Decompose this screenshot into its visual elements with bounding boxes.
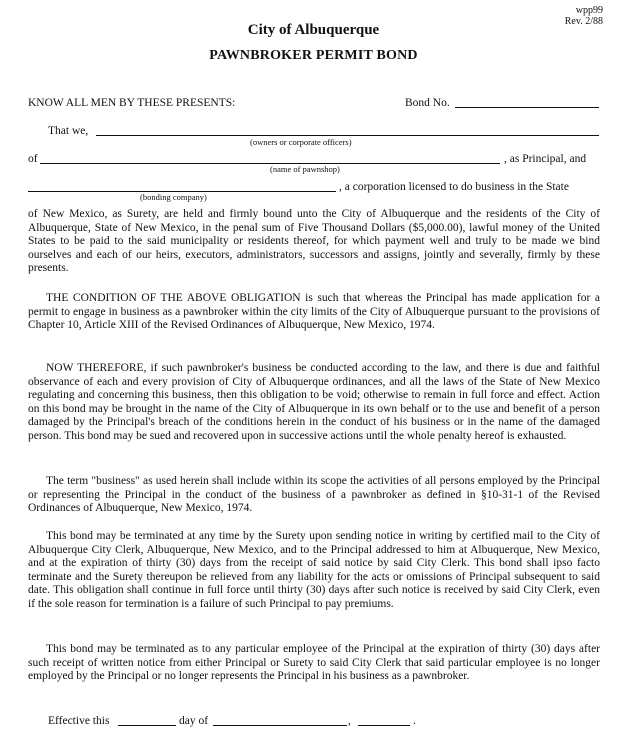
revision-date: Rev. 2/88 xyxy=(564,16,603,27)
form-number: wpp99 xyxy=(575,5,603,16)
effective-label: Effective this xyxy=(48,715,110,727)
surety-paragraph: of New Mexico, as Surety, are held and firmly bound unto the City of Albuquerque and the residents of the City of Albuquerque, State of New Mexico, in the penal sum of Five Thousand Dollars ($5,000.00), lawful money of the United States to be paid to the said municipality or residents thereof, for which payment well and truly to be made we bind ourselves and each of our heirs, executors, administrators, successors and assigns, jointly and severally, firmly by these presents. xyxy=(28,208,600,275)
condition-paragraph: THE CONDITION OF THE ABOVE OBLIGATION is such that whereas the Principal has made application for a permit to engage in business as a pawnbroker within the city limits of the City of Albuquerque pursuant to the provisions of Chapter 10, Article XIII of the Revised Ordinances of Albuquerque, New Mexico, 1974. xyxy=(28,292,600,332)
corporation-text: , a corporation licensed to do business in the State xyxy=(339,181,569,193)
that-we-label: That we, xyxy=(48,125,89,137)
document-subtitle: PAWNBROKER PERMIT BOND xyxy=(209,48,418,63)
business-term-paragraph: The term "business" as used herein shall include within its scope the activities of all persons employed by the Principal or representing the Principal in the conduct of the business of a pawnbroker as defined in §10-31-1 of the Revised Ordinances of Albuquerque, New Mexico, 1974. xyxy=(28,475,600,515)
owners-caption: (owners or corporate officers) xyxy=(250,137,352,147)
know-all-row xyxy=(28,96,600,110)
date-period: . xyxy=(413,715,416,727)
effective-day-field[interactable] xyxy=(118,714,176,726)
day-of-label: day of xyxy=(179,715,209,727)
bonding-caption: (bonding company) xyxy=(140,192,207,202)
bond-no-field[interactable] xyxy=(455,96,599,108)
bonding-company-field[interactable] xyxy=(28,180,336,192)
employee-termination-paragraph: This bond may be terminated as to any particular employee of the Principal at the expiration of thirty (30) days after such receipt of written notice from either Principal or Surety to said City Clerk that said particular employee is no longer employed by the Principal or no longer represents the Principal in his business as a pawnbroker. xyxy=(28,643,600,683)
pawnshop-caption: (name of pawnshop) xyxy=(270,164,340,174)
now-therefore-paragraph: NOW THEREFORE, if such pawnbroker's business be conducted according to the law, and there is due and faithful observance of each and every provision of City of Albuquerque ordinances, and all the laws of the State of New Mexico regulating and concerning this business, then this obligation to be void; otherwise to remain in full force and effect. Action on this bond may be brought in the name of the City of Albuquerque in its own behalf or to the use and benefit of a person damaged by the Principal's breach of the conditions herein in the conduct of his business or in the name of the damaged person. This bond may be sued and recovered upon in successive actions until the whole penalty hereof is exhausted. xyxy=(28,362,600,442)
as-principal-text: , as Principal, and xyxy=(504,153,587,165)
owners-field[interactable] xyxy=(96,124,599,136)
know-all-text: KNOW ALL MEN BY THESE PRESENTS: xyxy=(28,97,236,109)
termination-paragraph: This bond may be terminated at any time by the Surety upon sending notice in writing by certified mail to the City of Albuquerque City Clerk, Albuquerque, New Mexico, and to the Principal addressed to him at Albuquerque, New Mexico, and at the expiration of thirty (30) days from the receipt of said notice by said City Clerk. This bond shall ipso facto terminate and the Surety thereupon be relieved from any liability for the acts or omissions of Principal subsequent to said date. This obligation shall continue in full force until thirty (30) days after such notice is received by said City Clerk, even if the sole reason for termination is a failure of such Principal to pay premiums. xyxy=(28,530,600,610)
effective-year-field[interactable] xyxy=(358,714,410,726)
date-comma: , xyxy=(348,715,351,727)
document-title: City of Albuquerque xyxy=(247,22,380,38)
effective-month-field[interactable] xyxy=(213,714,347,726)
of-label: of xyxy=(28,153,38,165)
bond-no-label: Bond No. xyxy=(405,97,450,109)
pawnshop-field[interactable] xyxy=(40,152,500,164)
